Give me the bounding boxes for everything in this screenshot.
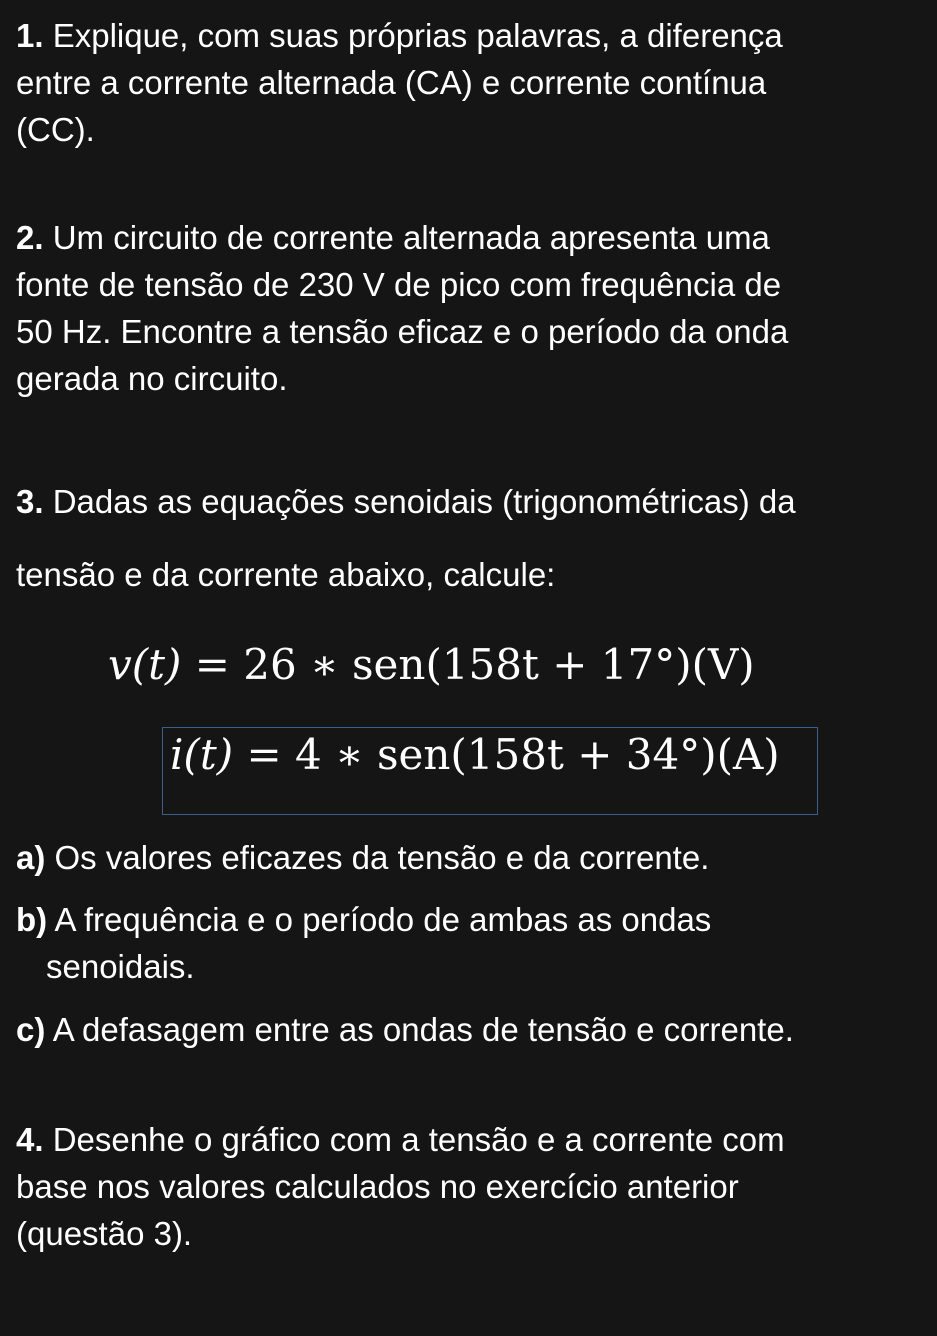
item-b-text-1: A frequência e o período de ambas as ondas: [54, 901, 712, 938]
question-4: [16, 1116, 916, 1257]
question-1-line-1: [16, 12, 916, 59]
question-4-line-1: [16, 1116, 916, 1163]
current-equation-rhs: = 4 ∗ sen(158t + 34°)(A): [246, 730, 780, 779]
item-c: [16, 1006, 916, 1053]
question-3-number: 3.: [16, 483, 44, 520]
question-3-line-2: tensão e da corrente abaixo, calcule:: [16, 556, 556, 593]
question-3: [16, 478, 916, 598]
question-1-text-1: Explique, com suas próprias palavras, a diferença: [52, 17, 783, 54]
question-1: [16, 12, 916, 153]
question-1-line-2: entre a corrente alternada (CA) e corrente contínua: [16, 64, 767, 101]
item-c-text: A defasagem entre as ondas de tensão e corrente.: [52, 1011, 794, 1048]
item-b-label: b): [16, 901, 48, 938]
question-2-line-1: [16, 214, 916, 261]
item-c-label: c): [16, 1011, 46, 1048]
question-4-line-2: base nos valores calculados no exercício anterior: [16, 1168, 739, 1205]
question-2-line-4: gerada no circuito.: [16, 360, 288, 397]
question-4-line-3: (questão 3).: [16, 1215, 193, 1252]
question-4-number: 4.: [16, 1121, 44, 1158]
question-3-text-1: Dadas as equações senoidais (trigonométricas) da: [52, 483, 796, 520]
question-1-line-3: (CC).: [16, 111, 95, 148]
current-equation-lhs: i(t): [170, 730, 234, 779]
current-equation: [170, 730, 780, 779]
item-b-text-2: senoidais.: [46, 948, 195, 985]
question-2-line-2: fonte de tensão de 230 V de pico com frequência de: [16, 266, 782, 303]
voltage-equation-lhs: v(t): [108, 640, 182, 689]
question-1-number: 1.: [16, 17, 44, 54]
question-3-line-1: [16, 478, 916, 525]
voltage-equation: [108, 640, 755, 689]
item-b-line-1: [16, 896, 916, 943]
item-a-text: Os valores eficazes da tensão e da corrente.: [54, 839, 710, 876]
question-2-text-1: Um circuito de corrente alternada apresenta uma: [52, 219, 770, 256]
question-2: [16, 214, 916, 402]
item-a: [16, 834, 916, 881]
question-2-line-3: 50 Hz. Encontre a tensão eficaz e o período da onda: [16, 313, 789, 350]
item-a-label: a): [16, 839, 46, 876]
question-4-text-1: Desenhe o gráfico com a tensão e a corrente com: [52, 1121, 785, 1158]
voltage-equation-rhs: = 26 ∗ sen(158t + 17°)(V): [194, 640, 755, 689]
question-2-number: 2.: [16, 219, 44, 256]
item-b: [16, 896, 916, 990]
